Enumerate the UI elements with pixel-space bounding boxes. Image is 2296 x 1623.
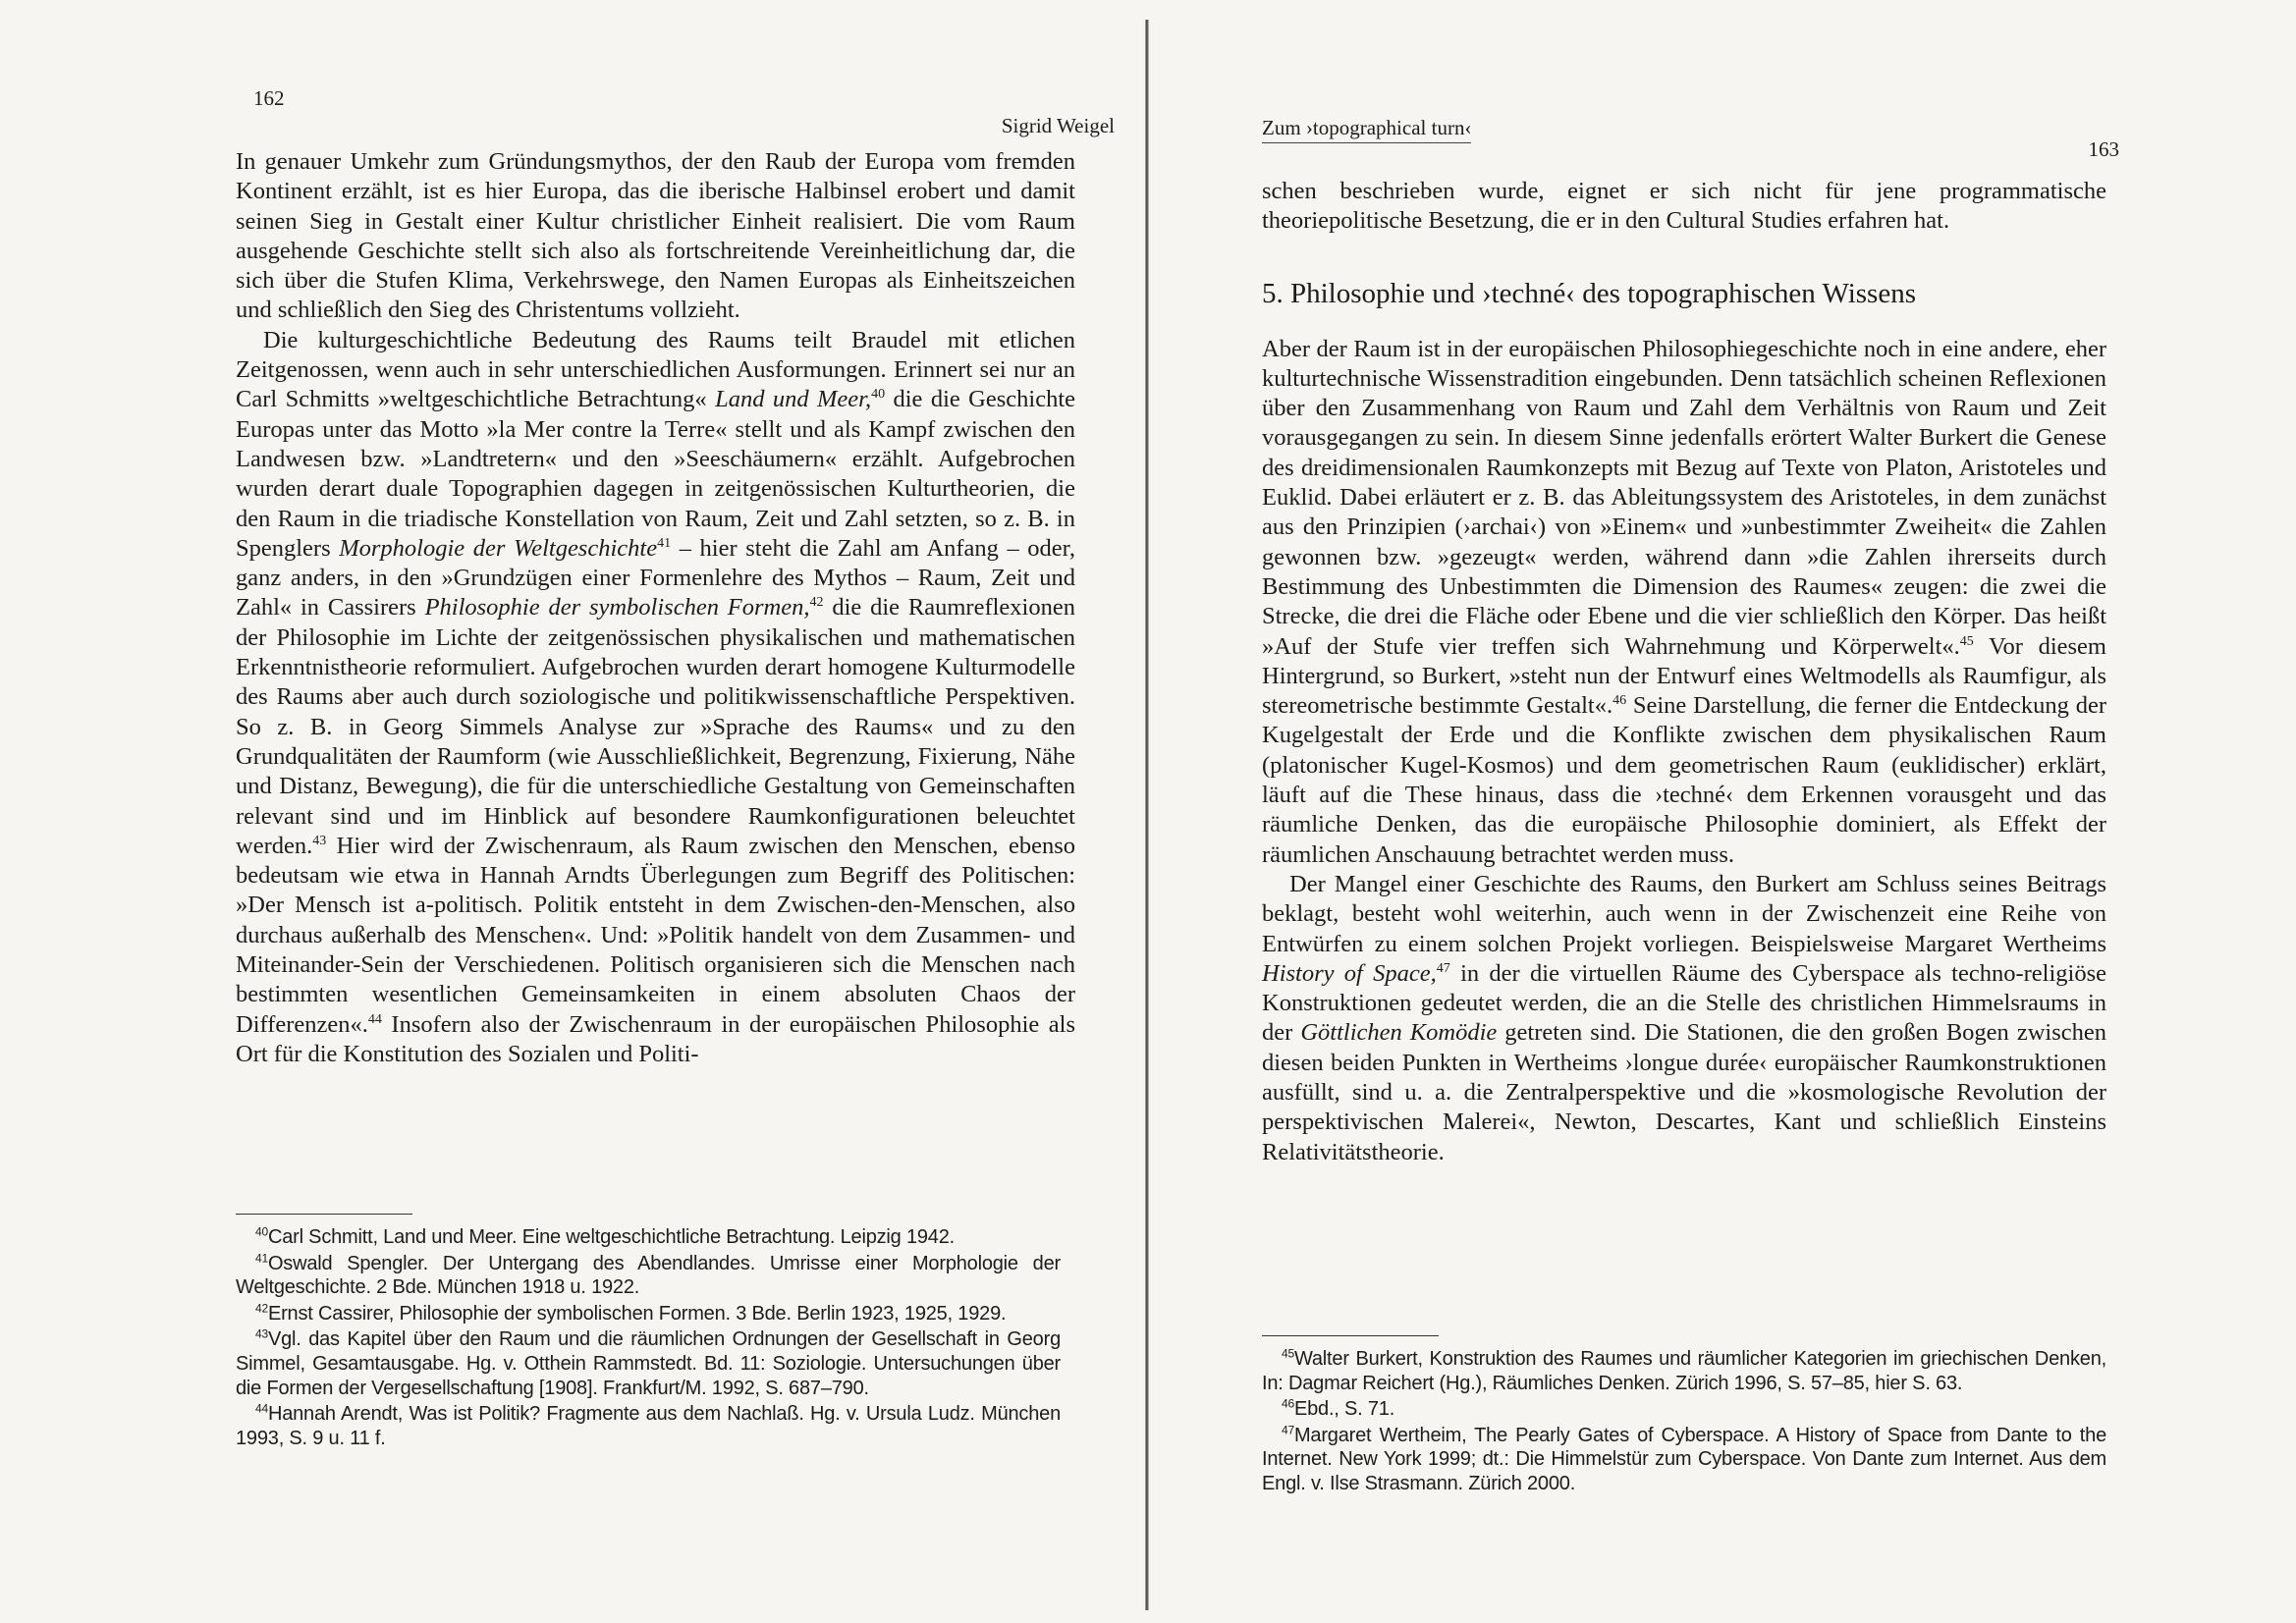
footnote-text: Oswald Spengler. Der Untergang des Abendlandes. Umrisse einer Morphologie der Weltgeschichte. 2 Bde. München 1918 u. 1922. <box>236 1252 1061 1299</box>
footnote <box>236 1327 1061 1400</box>
footnote-rule <box>1262 1335 1439 1336</box>
footnote-rule <box>236 1214 412 1215</box>
footnote <box>236 1302 1061 1326</box>
footnote <box>1262 1424 2106 1496</box>
footnote-text: Carl Schmitt, Land und Meer. Eine weltgeschichtliche Betrachtung. Leipzig 1942. <box>267 1226 956 1248</box>
footnote-number: 41 <box>255 1250 268 1265</box>
body-paragraph <box>1262 870 2106 1167</box>
footnote <box>236 1252 1061 1300</box>
text-run: Vor diesem Hintergrund, so Burkert, »steht nun der Entwurf eines Weltmodells als Raumfigur, als stereometrische bestimmte Gestalt«. <box>1262 632 2106 720</box>
footnote <box>236 1225 1061 1250</box>
right-page <box>1262 0 2119 1494</box>
body-paragraph <box>236 326 1075 1069</box>
footnote <box>1262 1347 2106 1395</box>
footnote-number: 46 <box>1282 1396 1294 1411</box>
right-running-head <box>1262 116 2119 167</box>
left-page <box>236 0 1115 1449</box>
left-body-text <box>236 147 1075 1069</box>
footnote-number: 45 <box>1282 1346 1294 1361</box>
text-run: schen beschrieben wurde, eignet er sich nicht für jene programmatische theoriepolitische Besetzung, die er in den Cultural Studies erfahren hat. <box>1262 178 2106 235</box>
footnote-text: Walter Burkert, Konstruktion des Raumes und räumlicher Kategorien im griechischen Denken, In: Dagmar Reichert (Hg.), Räumliches Denken. Zürich 1996, S. 57–85, hier S. 63. <box>1262 1348 2106 1394</box>
italic-title: Land und Meer, <box>715 386 872 413</box>
book-gutter <box>1145 20 1149 1610</box>
text-run: Der Mangel einer Geschichte des Raums, den Burkert am Schluss seines Beitrags beklagt, besteht wohl weiterhin, auch wenn in der Zwischenzeit eine Reihe von Entwürfen zu einem solchen Projekt vorliegen. Beispielsweise Margaret Wertheims <box>1262 870 2106 957</box>
right-body-text <box>1262 177 2106 1167</box>
author-name: Sigrid Weigel <box>1001 114 1115 137</box>
footnote-text: Ernst Cassirer, Philosophie der symbolischen Formen. 3 Bde. Berlin 1923, 1925, 1929. <box>267 1302 1007 1325</box>
text-run: die die Raumreflexionen der Philosophie im Lichte der zeitgenössischen physikalischen und mathematischen Erkenntnistheorie reformuliert. Aufgebrochen wurden derart homogene Kulturmodelle des Raums aber auch durch soziologische und politikwissenschaftliche Perspektiven. So z. B. in Georg Simmels Analyse zur »Sprache des Raums« und zu den Grundqualitäten der Raumform (wie Ausschließlichkeit, Begrenzung, Fixierung, Nähe und Distanz, Bewegung), die für die unterschiedliche Gestaltung von Gemeinschaften relevant sind und im Hinblick auf besondere Raumkonfigurationen beleuchtet werden. <box>236 594 1075 859</box>
text-run: die die Geschichte Europas unter das Motto »la Mer contre la Terre« stellt und als Kampf zwischen den Landwesen bzw. »Landtretern« und den »Seeschäumern« erzählt. Aufgebrochen wurden derart duale Topographien dagegen in zeitgenössischen Kulturtheorien, die den Raum in die triadische Konstellation von Raum, Zeit und Zahl setzten, so z. B. in Spenglers <box>236 386 1075 562</box>
body-paragraph <box>236 147 1075 326</box>
footnote-marker: 44 <box>367 1011 382 1027</box>
footnote-text: Ebd., S. 71. <box>1293 1398 1395 1421</box>
footnote-text: Vgl. das Kapitel über den Raum und die räumlichen Ordnungen der Gesellschaft in Georg Simmel, Gesamtausgabe. Hg. v. Otthein Rammstedt. Bd. 11: Soziologie. Untersuchungen über die Formen der Vergesellschaftung [1908]. Frankfurt/M. 1992, S. 687–790. <box>236 1328 1061 1399</box>
footnote-number: 40 <box>255 1224 268 1239</box>
text-run: – hier steht die Zahl am Anfang – oder, ganz anders, in den »Grundzügen einer Formenlehre des Mythos – Raum, Zeit und Zahl« in Cassirers <box>236 534 1075 622</box>
section-heading: 5. Philosophie und ›techné‹ des topographischen Wissens <box>1262 277 1916 309</box>
italic-title: History of Space, <box>1262 959 1437 987</box>
left-footnotes <box>236 1225 1061 1452</box>
left-page-number: 162 <box>253 86 285 110</box>
text-run: Insofern also der Zwischenraum in der europäischen Philosophie als Ort für die Konstitution des Sozialen und Politi- <box>236 1010 1075 1067</box>
text-run: Die kulturgeschichtliche Bedeutung des Raums teilt Braudel mit etlichen Zeitgenossen, wenn auch in sehr unterschiedlichen Ausformungen. Erinnert sei nur an Carl Schmitts »weltgeschichtliche Betrachtung« <box>236 326 1075 413</box>
text-run: Aber der Raum ist in der europäischen Philosophiegeschichte noch in eine andere, eher kulturtechnische Wissenstradition eingebunden. Denn tatsächlich scheinen Reflexionen über den Zusammenhang von Raum und Zahl dem Verhältnis von Raum und Zeit vorausgegangen zu sein. In diesem Sinne jedenfalls erörtert Walter Burkert die Genese des dreidimensionalen Raumkonzepts mit Bezug auf Texte von Platon, Aristoteles und Euklid. Dabei erläutert er z. B. das Ableitungssystem des Aristoteles, in dem zunächst aus den Prinzipien (›archai‹) von »Einem« und »unbestimmter Zweiheit« die Zahlen gewonnen bzw. »gezeugt« werden, während dann »die Zahlen ihrerseits durch Bestimmung des Unbestimmten die Dimension des Raumes« zeugen: die zwei die Strecke, die drei die Fläche oder Ebene und die vier schließlich den Körper. Das heißt »Auf der Stufe vier treffen sich Wahrnehmung und Körperwelt«. <box>1262 335 2106 660</box>
footnote-number: 47 <box>1282 1423 1294 1437</box>
footnote-marker: 45 <box>1959 633 1974 649</box>
body-paragraph <box>1262 177 2106 237</box>
text-run: Hier wird der Zwischenraum, als Raum zwischen den Menschen, ebenso bedeutsam wie etwa in Hannah Arndts Überlegungen zum Begriff des Politischen: »Der Mensch ist a-politisch. Politik entsteht in dem Zwischen-den-Menschen, also durchaus außerhalb des Menschen«. Und: »Politik handelt von dem Zusammen- und Miteinander-Sein der Verschiedenen. Politisch organisieren sich die Menschen nach bestimmten wesentlichen Gemeinsamkeiten in einem absoluten Chaos der Differenzen«. <box>236 832 1075 1038</box>
footnote-marker: 43 <box>312 833 327 848</box>
footnote-marker: 41 <box>657 535 672 551</box>
italic-title: Göttlichen Komödie <box>1300 1019 1498 1047</box>
footnote-number: 43 <box>255 1326 268 1341</box>
text-run: In genauer Umkehr zum Gründungsmythos, der den Raub der Europa vom fremden Kontinent erzählt, ist es hier Europa, das die iberische Halbinsel erobert und damit seinen Sieg in Gestalt einer Kultur christlicher Einheit realisiert. Die vom Raum ausgehende Geschichte stellt sich also als fortschreitende Vereinheitlichung dar, die sich über die Stufen Klima, Verkehrswege, den Namen Europas als Einheitszeichen und schließlich den Sieg des Christentums vollzieht. <box>236 148 1075 324</box>
right-page-number: 163 <box>2088 137 2119 161</box>
footnote-marker: 40 <box>871 387 886 403</box>
footnote-number: 42 <box>255 1301 268 1316</box>
right-footnotes <box>1262 1347 2106 1498</box>
text-run: Seine Darstellung, die ferner die Entdeckung der Kugelgestalt der Erde und die Konflikte zwischen dem physikalischen Raum (platonischer Kugel-Kosmos) und dem geometrischen Raum (euklidischer) erklärt, läuft auf die These hinaus, dass die ›techné‹ dem Erkennen vorausgeht und das räumliche Denken, das die europäische Philosophie dominiert, als Effekt der räumlichen Anschauung betrachtet werden muss. <box>1262 692 2106 868</box>
italic-title: Philosophie der symbolischen Formen, <box>424 594 810 622</box>
italic-title: Morphologie der Weltgeschichte <box>339 534 658 562</box>
left-running-head <box>236 86 1115 137</box>
body-paragraph <box>1262 335 2106 870</box>
footnote-text: Margaret Wertheim, The Pearly Gates of Cyberspace. A History of Space from Dante to the Internet. New York 1999; dt.: Die Himmelstür zum Cyberspace. Von Dante zum Internet. Aus dem Engl. v. Ilse Strasmann. Zürich 2000. <box>1262 1424 2106 1494</box>
footnote-marker: 42 <box>809 595 824 611</box>
footnote <box>236 1402 1061 1450</box>
footnote-marker: 46 <box>1613 693 1627 708</box>
footnote <box>1262 1397 2106 1422</box>
chapter-running-title: Zum ›topographical turn‹ <box>1262 116 1471 143</box>
footnote-marker: 47 <box>1436 960 1450 976</box>
text-run: getreten sind. Die Stationen, die den großen Bogen zwischen diesen beiden Punkten in Wertheims ›longue durée‹ europäischer Raumkonstruktionen ausfüllt, sind u. a. die Zentralperspektive und die »kosmologische Revolution der perspektivischen Malerei«, Newton, Descartes, Kant und schließlich Einsteins Relativitätstheorie. <box>1262 1019 2106 1165</box>
text-run: in der die virtuellen Räume des Cyberspace als techno-religiöse Konstruktionen gedeutet werden, die an die Stelle des christlichen Himmelsraums in der <box>1262 959 2106 1047</box>
footnote-number: 44 <box>255 1401 268 1416</box>
footnote-text: Hannah Arendt, Was ist Politik? Fragmente aus dem Nachlaß. Hg. v. Ursula Ludz. München 1993, S. 9 u. 11 f. <box>236 1403 1061 1449</box>
